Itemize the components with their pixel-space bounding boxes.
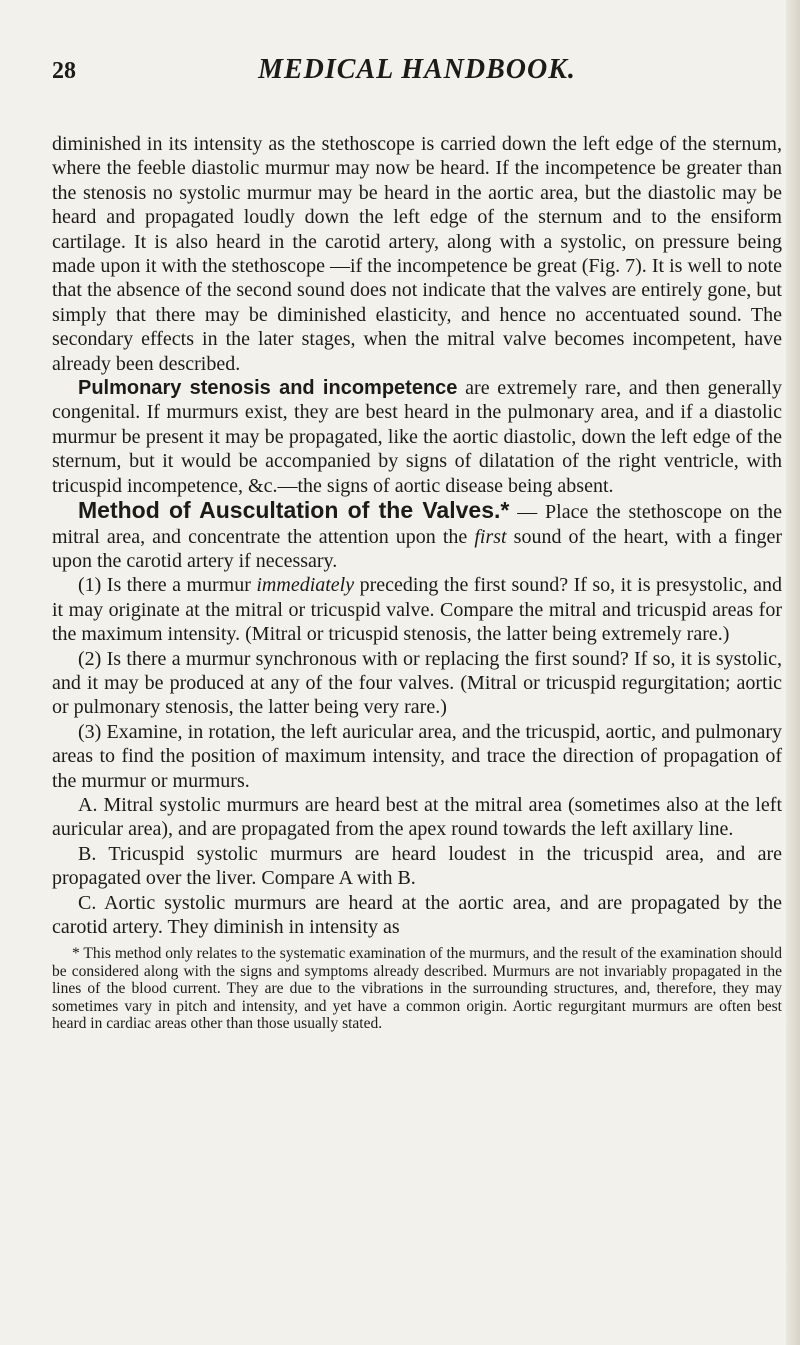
list-item-3: (3) Examine, in rotation, the left auricular area, and the tricuspid, aortic, and pulmonary areas to find the position of maximum intensity, and trace the direction of propagation of the murmur or murmurs. xyxy=(52,720,782,792)
paragraph-text: — Place the stethoscope on the mitral area, and concentrate the attention upon the xyxy=(52,501,782,548)
section-heading: Method of Auscultation of the Valves.* xyxy=(78,497,510,524)
paragraph-text: are extremely rare, and then generally congenital. If murmurs exist, they are best heard in the pulmonary area, and if a diastolic murmur be present it may be propagated, like the aortic diastolic, down the left edge of the sternum, but it would be accompanied by signs of dilatation of the right ventricle, with tricuspid incompetence, &c.—the signs of aortic disease being absent. xyxy=(52,377,782,497)
page-edge-shadow xyxy=(786,0,800,1345)
list-item-1 xyxy=(52,573,782,646)
paragraph-continued: diminished in its intensity as the stethoscope is carried down the left edge of the sternum, where the feeble diastolic murmur may now be heard. If the incompetence be greater than the stenosis no systolic murmur may be heard in the aortic area, but the diastolic may be heard and propagated loudly down the left edge of the sternum and to the ensiform cartilage. It is also heard in the carotid artery, along with a systolic, on pressure being made upon it with the stethoscope —if the incompetence be great (Fig. 7). It is well to note that the absence of the second sound does not indicate that the valves are entirely gone, but simply that there may be diminished elasticity, and hence no accentuated sound. The secondary effects in the later stages, when the mitral valve becomes incompetent, have already been described. xyxy=(52,133,782,375)
paragraph-text: preceding the first sound? If so, it is presystolic, and it may originate at the mitral or tricuspid valve. Compare the mitral and tricuspid areas for the maximum intensity. (Mitral or tricuspid stenosis, the latter being extremely rare.) xyxy=(52,574,783,646)
paragraph-text: (1) Is there a murmur xyxy=(78,574,257,597)
footnote-text: * This method only relates to the systematic examination of the murmurs, and the result of the examination should be considered along with the signs and symptoms already described. Murmurs are not invariably propagated in the lines of the blood current. They are due to the vibrations in the surrounding structures, and, therefore, they may sometimes vary in pitch and intensity, and yet have a common origin. Aortic regurgitant murmurs are often best heard in cardiac areas other than those usually stated. xyxy=(52,945,782,1033)
paragraph-lead: Pulmonary stenosis and incompetence xyxy=(78,377,458,400)
page-number: 28 xyxy=(52,58,76,84)
running-head: MEDICAL HANDBOOK. xyxy=(258,54,576,85)
paragraph-auscultation-method xyxy=(52,498,782,573)
footnote xyxy=(52,945,782,1033)
list-item-b: B. Tricuspid systolic murmurs are heard loudest in the tricuspid area, and are propagated over the liver. Compare A with B. xyxy=(52,842,782,890)
list-item-a: A. Mitral systolic murmurs are heard best at the mitral area (sometimes also at the left auricular area), and are propagated from the apex round towards the left axillary line. xyxy=(52,793,782,841)
emphasis-text: first xyxy=(474,525,507,548)
book-page xyxy=(52,52,782,1033)
list-item-c: C. Aortic systolic murmurs are heard at the aortic area, and are propagated by the carotid artery. They diminish in intensity as xyxy=(52,891,782,938)
page-header xyxy=(52,52,782,92)
paragraph-pulmonary-stenosis xyxy=(52,376,782,498)
paragraph-text: sound of the heart, with a finger upon the carotid artery if necessary. xyxy=(52,525,783,572)
emphasis-text: immediately xyxy=(256,574,355,597)
list-item-2: (2) Is there a murmur synchronous with or replacing the first sound? If so, it is systolic, and it may be produced at any of the four valves. (Mitral or tricuspid regurgitation; aortic or pulmonary stenosis, the latter being very rare.) xyxy=(52,647,782,719)
body-text xyxy=(52,132,782,939)
